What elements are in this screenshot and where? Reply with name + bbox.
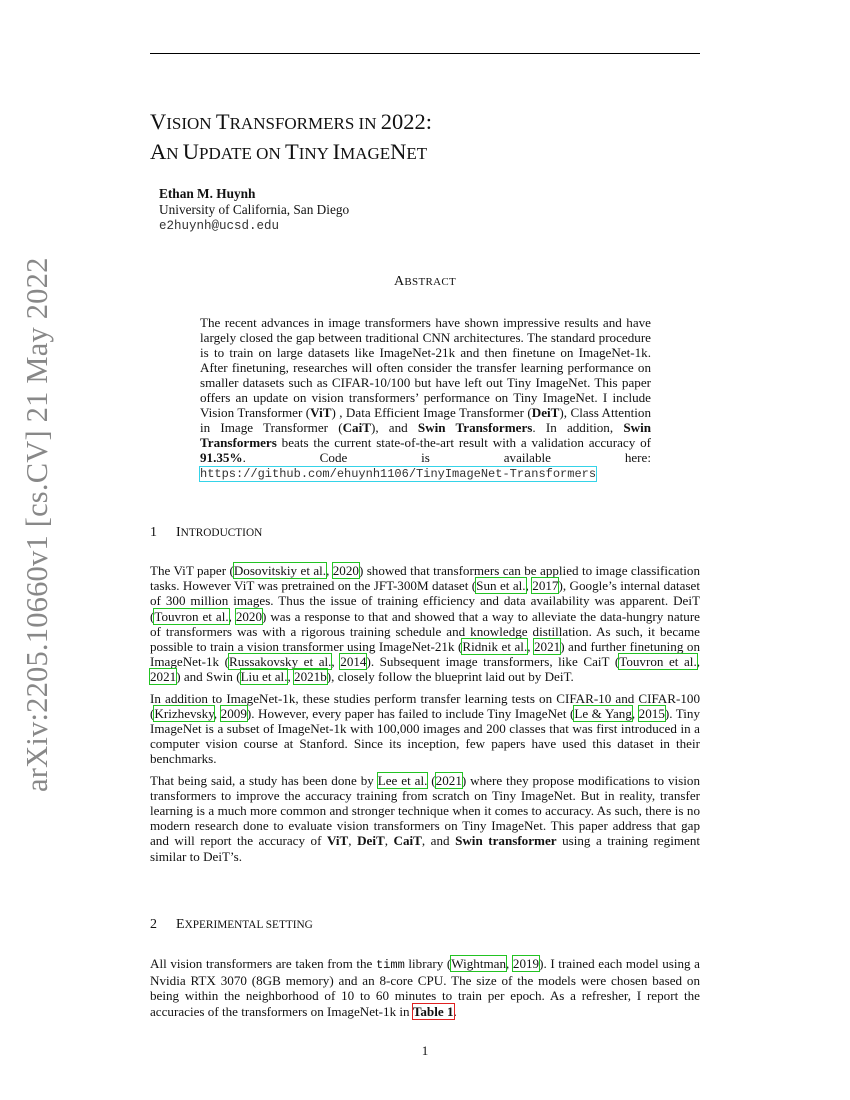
citation-link[interactable]: 2015 [638,705,665,721]
citation-link[interactable]: Sun et al. [476,578,526,594]
page-number: 1 [421,1043,429,1058]
accuracy-value: 91.35% [200,450,243,465]
citation-link[interactable]: 2017 [532,578,559,594]
swin-term: Swin Transformers [417,420,533,435]
timm-library: timm [375,958,405,972]
citation-link[interactable]: Wightman [451,956,507,971]
citation-link[interactable]: Le & Yang [574,705,632,721]
citation-link[interactable]: Touvron et al. [619,654,697,670]
abstract-text: The recent advances in image transformers have shown impressive results and have largely closed the gap between traditional CNN architectures. The standard procedure is to train on large datasets like ImageNet-21k and then finetune on ImageNet-1k. After finetuning, researches will often consider the transfer learning performance on smaller datasets such as CIFAR-10/100 but have left out Tiny ImageNet. This paper offers an update on vision transformers’ performance on Tiny ImageNet. I include Vision Transformer (ViT) , Data Efficient Image Transformer (DeiT), Class Attention in Image Transformer (CaiT), and Swin Transformers. In addition, Swin Transformers beats the current state-of-the-art result with a validation accuracy of 91.35%. Code is available here: https://github.com/ehuynh1106/TinyImageNet-Transformers [200,315,651,481]
citation-link[interactable]: 2020 [235,608,263,624]
paper-title [150,108,432,168]
deit-term: DeiT [531,405,560,420]
author-email[interactable]: e2huynh@ucsd.edu [159,219,280,233]
citation-link[interactable]: 2021 [534,639,561,655]
vit-term: ViT [310,405,332,420]
citation-link[interactable]: Liu et al. [240,669,288,685]
intro-paragraph-3: That being said, a study has been done by Lee et al. (2021) where they propose modifications to vision transformers to improve the accuracy training from scratch on Tiny ImageNet. But in reality, transfer learning is a much more common and stronger technique when it comes to accuracy. As such, there is no modern research done to evaluate vision transformers on Tiny ImageNet. This paper address that gap and will report the accuracy of ViT, DeiT, CaiT, and Swin transformer using a training regiment similar to DeiT’s. [150,772,701,864]
citation-link[interactable]: Krizhevsky [154,705,214,721]
section-heading-introduction: 1 INTRODUCTION [150,525,263,540]
code-url-link[interactable]: https://github.com/ehuynh1106/TinyImageNet-Transformers [200,467,597,481]
cait-term: CaiT [342,420,371,435]
title-line-2: AN UPDATE ON TINY IMAGENET [150,139,428,164]
intro-paragraph-2: In addition to ImageNet-1k, these studies perform transfer learning tests on CIFAR-10 and CIFAR-100 (Krizhevsky, 2009). However, every paper has failed to include Tiny ImageNet (Le & Yang, 2015). Tiny ImageNet is a subset of ImageNet-1k with 100,000 images and 200 classes that was first introduced in a computer vision course at Stanford. Since its inception, few papers have used this dataset in their benchmarks. [150,690,701,767]
citation-link[interactable]: Dosovitskiy et al. [233,563,327,578]
table-1-reference[interactable]: Table 1 [412,1003,454,1019]
abstract-heading: ABSTRACT [393,274,457,289]
section-heading-experimental-setting: 2 EXPERIMENTAL SETTING [150,917,313,932]
citation-link[interactable]: 2009 [220,705,247,721]
citation-link[interactable]: Ridnik et al. [462,639,528,655]
citation-link[interactable]: Touvron et al. [154,608,229,624]
citation-link[interactable]: 2020 [332,563,359,578]
setting-paragraph-1: All vision transformers are taken from the timm library (Wightman, 2019). I trained each model using a Nvidia RTX 3070 (8GB memory) and an 8-core CPU. The size of the models were chosen based on being within the neighborhood of 10 to 60 minutes to train per epoch. As a refresher, I report the accuracies of the transformers on ImageNet-1k in Table 1. [150,956,700,1019]
citation-link[interactable]: 2021 [150,669,177,685]
citation-link[interactable]: Lee et al. [377,772,428,788]
top-rule [150,53,700,54]
citation-link[interactable]: 2021 [435,772,462,788]
citation-link[interactable]: Russakovsky et al. [229,654,332,670]
intro-paragraph-1: The ViT paper (Dosovitskiy et al., 2020) showed that transformers can be applied to image classification tasks. However ViT was pretrained on the JFT-300M dataset (Sun et al., 2017), Google’s internal dataset of 300 million images. Thus the issue of training efficiency and data availability was apparent. DeiT (Touvron et al., 2020) was a response to that and showed that a way to alleviate the data-hungry nature of transformers was with a rigorous training schedule and knowledge distillation. As such, it became possible to train a vision transformer using ImageNet-21k (Ridnik et al., 2021) and further finetuning on ImageNet-1k (Russakovsky et al., 2014). Subsequent image transformers, like CaiT (Touvron et al., 2021) and Swin (Liu et al., 2021b), closely follow the blueprint laid out by DeiT. [150,563,701,685]
author-block [159,186,349,234]
author-name: Ethan M. Huynh [159,186,256,201]
introduction-body [150,563,700,870]
swin-term: Swin Transformers [200,420,651,450]
citation-link[interactable]: 2021b [294,669,327,685]
experimental-setting-body [150,956,700,1025]
citation-link[interactable]: 2014 [340,654,367,670]
author-affiliation: University of California, San Diego [159,202,350,217]
arxiv-stamp: arXiv:2205.10660v1 [cs.CV] 21 May 2022 [20,257,54,792]
citation-link[interactable]: 2019 [512,956,540,971]
title-line-1: VISION TRANSFORMERS IN 2022: [150,109,433,134]
